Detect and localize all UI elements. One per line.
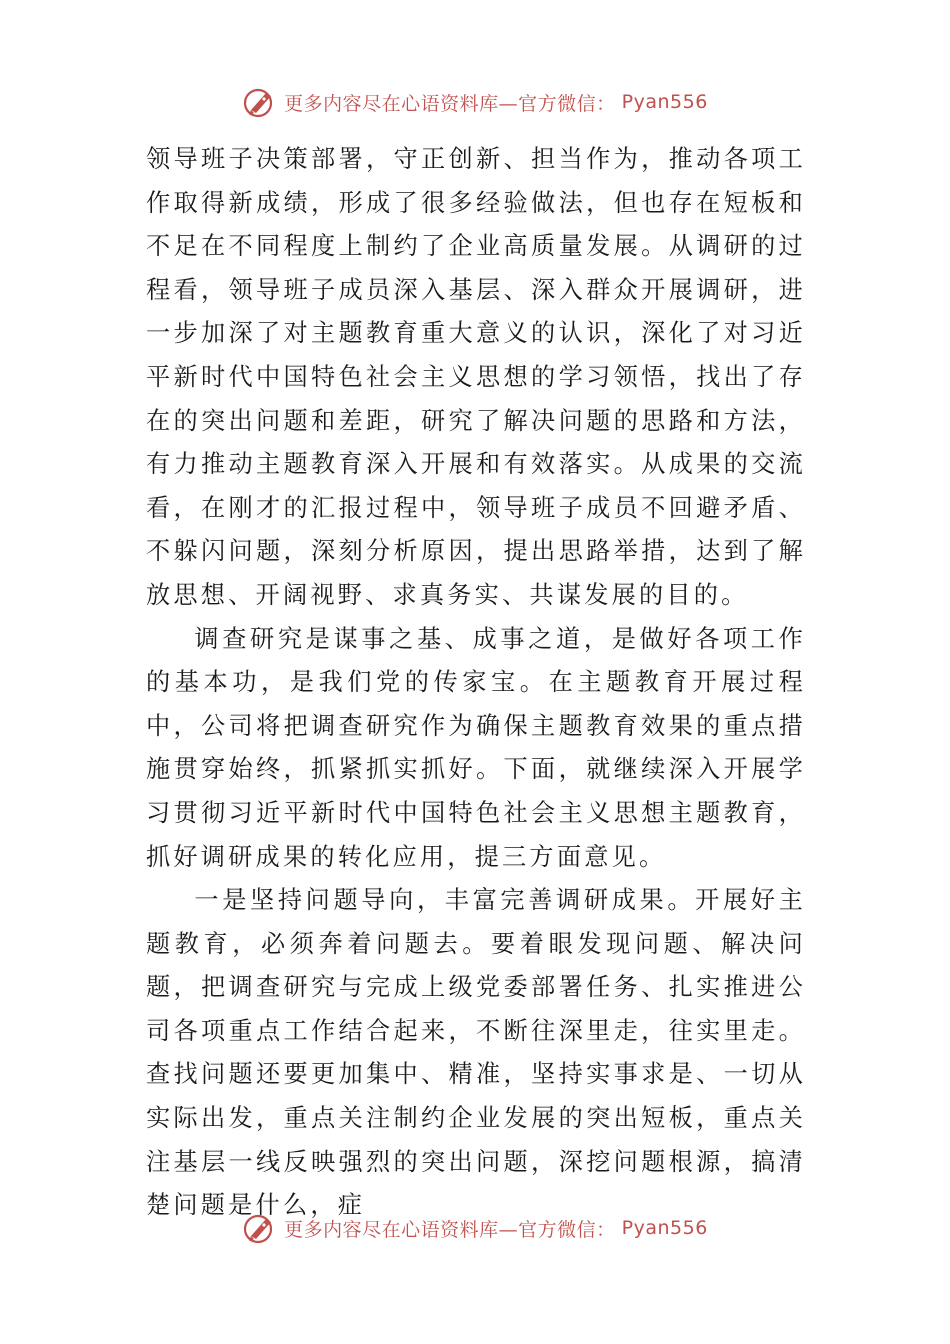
- pen-nib-circle-icon: [242, 1210, 278, 1246]
- watermark-text: 更多内容尽在心语资料库—官方微信：: [284, 92, 616, 115]
- paragraph-1: 领导班子决策部署，守正创新、担当作为，推动各项工作取得新成绩，形成了很多经验做法，但也存在短板和不足在不同程度上制约了企业高质量发展。从调研的过程看，领导班子成员深入基层、深入群众开展调研，进一步加深了对主题教育重大意义的认识，深化了对习近平新时代中国特色社会主义思想的学习领悟，找出了存在的突出问题和差距，研究了解决问题的思路和方法，有力推动主题教育深入开展和有效落实。从成果的交流看，在刚才的汇报过程中，领导班子成员不回避矛盾、不躲闪问题，深刻分析原因，提出思路举措，达到了解放思想、开阔视野、求真务实、共谋发展的目的。: [146, 145, 806, 609]
- header-watermark: [0, 82, 950, 122]
- pen-nib-circle-icon: [242, 84, 278, 120]
- watermark-text: 更多内容尽在心语资料库—官方微信：: [284, 1218, 616, 1241]
- watermark-wechat-id: Pyan556: [621, 91, 708, 113]
- footer-watermark: [0, 1208, 950, 1248]
- watermark-wechat-id: Pyan556: [621, 1217, 708, 1239]
- document-body: [146, 138, 806, 1228]
- paragraph-3: 一是坚持问题导向，丰富完善调研成果。开展好主题教育，必须奔着问题去。要着眼发现问题、解决问题，把调查研究与完成上级党委部署任务、扎实推进公司各项重点工作结合起来，不断往深里走，往实里走。查找问题还要更加集中、精准，坚持实事求是、一切从实际出发，重点关注制约企业发展的突出短板，重点关注基层一线反映强烈的突出问题，深挖问题根源，搞清楚问题是什么，症: [146, 886, 806, 1220]
- paragraph-2: 调查研究是谋事之基、成事之道，是做好各项工作的基本功，是我们党的传家宝。在主题教育开展过程中，公司将把调查研究作为确保主题教育效果的重点措施贯穿始终，抓紧抓实抓好。下面，就继续深入开展学习贯彻习近平新时代中国特色社会主义思想主题教育，抓好调研成果的转化应用，提三方面意见。: [146, 624, 806, 871]
